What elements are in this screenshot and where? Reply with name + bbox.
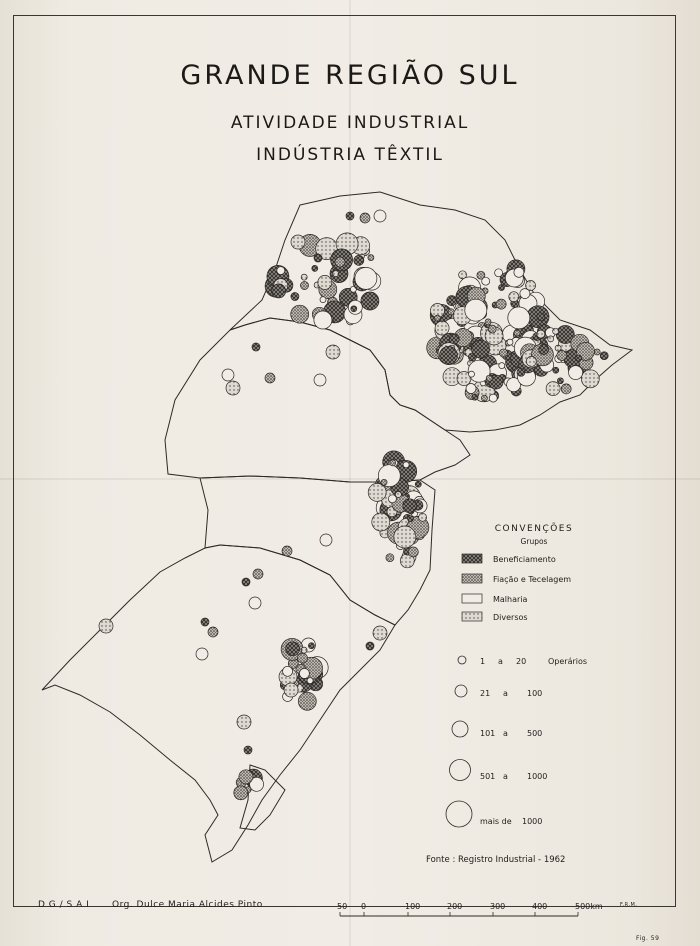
industry-circle [301, 647, 307, 653]
industry-circle [307, 678, 313, 684]
industry-circle [472, 340, 490, 358]
industry-circle [99, 619, 113, 633]
industry-circle [314, 254, 322, 262]
industry-circle [326, 345, 340, 359]
industry-circle [308, 643, 314, 649]
legend-groups-label: Grupos [520, 537, 548, 546]
industry-circle [488, 325, 496, 333]
industry-circle [390, 460, 396, 466]
industry-circle [291, 235, 305, 249]
industry-circle [447, 296, 457, 306]
map-subtitle-industry: INDÚSTRIA TÊXTIL [256, 145, 444, 165]
industry-circle [237, 715, 251, 729]
industry-circle [472, 394, 478, 400]
industry-circle [546, 382, 560, 396]
figure-number: Fig. 59 [636, 935, 660, 942]
industry-circle [239, 770, 253, 784]
legend-size-from: 21 [480, 689, 491, 698]
industry-circle [226, 381, 240, 395]
source-note: Fonte : Registro Industrial - 1962 [426, 855, 566, 865]
industry-circle [482, 277, 490, 285]
industry-circle [312, 265, 318, 271]
author-credit: Org. Dulce Maria Alcides Pinto [112, 900, 263, 910]
industry-circle [234, 786, 248, 800]
industry-circle [291, 293, 299, 301]
industry-circle [553, 367, 559, 373]
industry-circle [314, 374, 326, 386]
industry-circle [242, 578, 250, 586]
industry-circle [581, 370, 599, 388]
state-rio-grande-do-sul-outline [42, 545, 395, 862]
industry-circle [594, 349, 600, 355]
industry-circle [537, 330, 545, 338]
industry-circle [286, 642, 300, 656]
industry-circle [374, 210, 386, 222]
industry-circle [495, 269, 503, 277]
legend-size-circle-3 [452, 721, 468, 737]
industry-circle [526, 356, 536, 366]
industry-circle [499, 363, 505, 369]
industry-circle [485, 319, 491, 325]
industry-circle [355, 267, 377, 289]
industry-circle [403, 499, 417, 513]
industry-circle [507, 339, 513, 345]
agency-credit: D G / S A I [38, 900, 90, 910]
industry-circle [298, 692, 316, 710]
industry-circle [496, 299, 506, 309]
industry-circle [252, 343, 260, 351]
industry-circle [514, 330, 520, 336]
legend-size-unit: Operários [548, 657, 588, 666]
legend-size-to: 1000 [522, 817, 543, 826]
industry-circle [466, 384, 476, 394]
industry-circle [335, 257, 345, 267]
industry-circle [600, 352, 608, 360]
legend-size-to: 20 [516, 657, 527, 666]
industry-circle [419, 513, 427, 521]
legend [426, 522, 587, 865]
industry-circle [576, 355, 582, 361]
industry-circle [265, 373, 275, 383]
legend-swatch-malharia [462, 594, 482, 603]
industry-circle [381, 479, 387, 485]
industry-circle [394, 526, 416, 548]
industry-circle [520, 289, 530, 299]
industry-circle [301, 274, 307, 280]
industry-circle [388, 495, 396, 503]
industry-circle [291, 305, 309, 323]
legend-size-from: 101 [480, 729, 496, 738]
map-subtitle-activity: ATIVIDADE INDUSTRIAL [230, 113, 470, 133]
legend-size-sep: a [503, 689, 508, 698]
legend-size-circle-4 [450, 760, 471, 781]
industry-circle [395, 492, 401, 498]
industry-circle [449, 334, 459, 344]
industry-circle [196, 648, 208, 660]
industry-circle [408, 516, 414, 522]
drafter-mark: F.R.M. [620, 902, 638, 908]
legend-group-label: Malharia [493, 595, 528, 604]
scale-tick-label: 300 [490, 902, 506, 911]
legend-size-to: 100 [527, 689, 543, 698]
industry-circle [569, 366, 583, 380]
industry-circle [557, 351, 567, 361]
scale-tick-label: 200 [447, 902, 463, 911]
industry-circle [489, 394, 497, 402]
industry-circle [469, 371, 475, 377]
industry-circle [434, 315, 440, 321]
industry-circle [346, 212, 354, 220]
industry-circle [351, 306, 357, 312]
legend-size-sep: a [503, 772, 508, 781]
industry-circle [301, 282, 309, 290]
industry-circle [244, 746, 252, 754]
industry-circle [368, 483, 386, 501]
industry-circle [465, 299, 487, 321]
industry-circle [415, 481, 421, 487]
industry-circle [320, 534, 332, 546]
industry-circle [320, 297, 326, 303]
scale-bar [337, 902, 603, 916]
industry-circle [408, 547, 418, 557]
industry-circle [222, 369, 234, 381]
industry-circle [508, 307, 530, 329]
legend-size-from: 501 [480, 772, 496, 781]
industry-circle [298, 653, 308, 663]
industry-circle [557, 378, 563, 384]
industry-circle [561, 384, 571, 394]
legend-size-circle-5 [446, 801, 472, 827]
industry-circle [249, 597, 261, 609]
industry-circle [514, 267, 524, 277]
industry-circle [548, 336, 554, 342]
legend-swatch-diversos [462, 612, 482, 621]
industry-circle [314, 311, 332, 329]
scale-tick-label: 0 [361, 902, 367, 911]
legend-size-circle-1 [458, 656, 466, 664]
scale-tick-label: 500km [575, 902, 603, 911]
legend-group-label: Beneficiamento [493, 555, 556, 564]
industry-circle [481, 395, 487, 401]
industry-circle [509, 292, 519, 302]
industry-circle [253, 569, 263, 579]
legend-size-to: 500 [527, 729, 543, 738]
state-parana-outline [165, 318, 470, 482]
industry-circles [99, 210, 608, 800]
scale-tick-label: 400 [532, 902, 548, 911]
scale-tick-label: 100 [405, 902, 421, 911]
legend-swatch-beneficiamento [462, 554, 482, 563]
legend-size-from: mais de [480, 817, 512, 826]
industry-circle [277, 267, 285, 275]
industry-circle [553, 328, 559, 334]
industry-circle [555, 345, 561, 351]
legend-size-to: 1000 [527, 772, 548, 781]
industry-circle [499, 349, 507, 357]
scale-tick-label: 50 [337, 902, 348, 911]
industry-circle [539, 345, 549, 355]
legend-group-label: Fiação e Tecelagem [493, 575, 572, 584]
legend-size-from: 1 [480, 657, 486, 666]
industry-circle [486, 375, 492, 381]
industry-circle [360, 213, 370, 223]
map-title: GRANDE REGIÃO SUL [180, 60, 520, 91]
industry-circle [403, 462, 409, 468]
industry-circle [386, 554, 394, 562]
industry-circle [282, 546, 292, 556]
industry-circle [333, 271, 339, 277]
industry-circle [299, 668, 309, 678]
industry-circle [373, 626, 387, 640]
industry-circle [283, 666, 293, 676]
legend-swatch-fiacao [462, 574, 482, 583]
industry-circle [284, 683, 298, 697]
industry-circle [366, 642, 374, 650]
industry-circle [201, 618, 209, 626]
industry-circle [208, 627, 218, 637]
legend-size-sep: a [503, 729, 508, 738]
industry-circle [368, 255, 374, 261]
legend-group-label: Diversos [493, 613, 528, 622]
legend-size-circle-2 [455, 685, 467, 697]
legend-size-sep: a [498, 657, 503, 666]
industry-circle [440, 346, 458, 364]
industry-circle [435, 321, 449, 335]
industry-circle [372, 513, 390, 531]
industry-circle [318, 275, 332, 289]
industry-circle [361, 292, 379, 310]
legend-heading: CONVENÇÕES [494, 524, 574, 534]
industry-circle [272, 284, 286, 298]
industry-circle [517, 368, 525, 376]
industry-circle [537, 313, 545, 321]
industry-circle [354, 255, 364, 265]
